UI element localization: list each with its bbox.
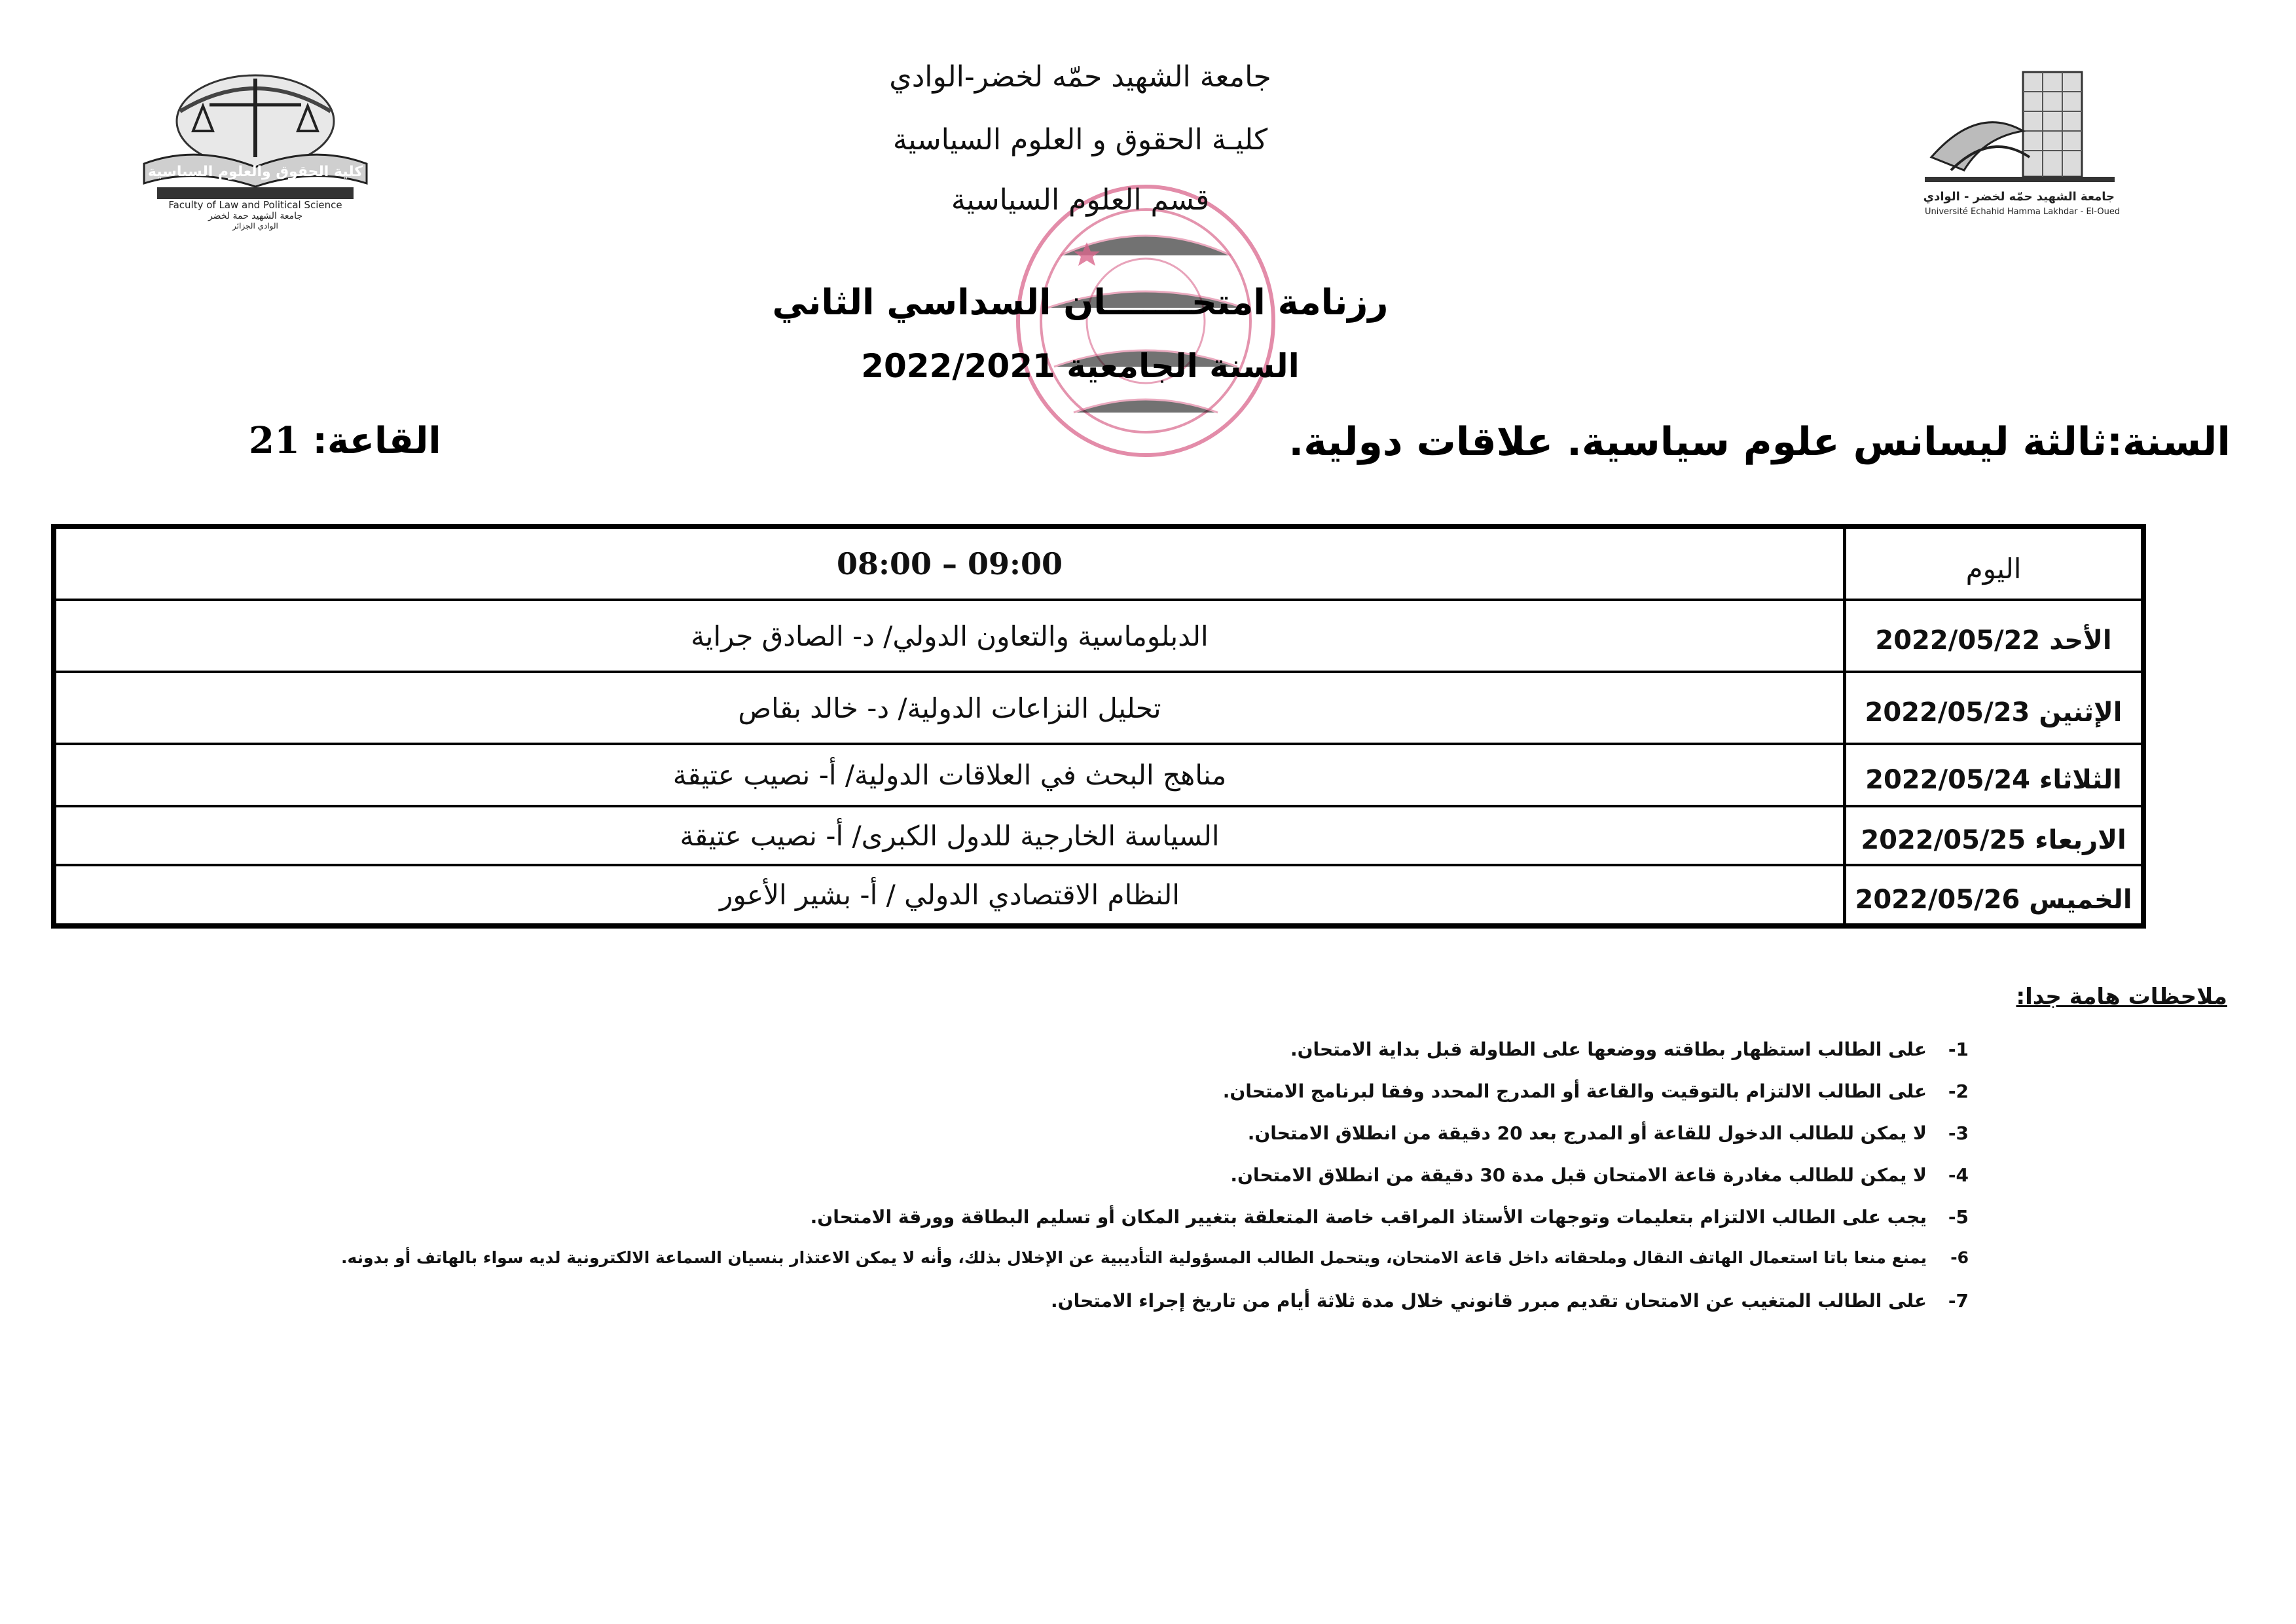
exam-day: الأحد 2022/05/22 — [1843, 601, 2141, 671]
note-text: يمنع منعا باتا استعمال الهاتف النقال وملحقاته داخل قاعة الامتحان، ويتحمل الطالب المسؤولية التأديبية عن الإخلال بذلك، وأنه لا يمكن الاعتذار بنسيان السماعة الالكترونية لديه سواء بالهاتف أو بدونه. — [340, 1248, 1927, 1267]
class-level: السنة:ثالثة ليسانس علوم سياسية. علاقات دولية. — [1288, 419, 2231, 465]
table-header-row — [56, 529, 2141, 601]
note-number: 3- — [1948, 1122, 1969, 1144]
note-text: على الطالب المتغيب عن الامتحان تقديم مبرر قانوني خلال مدة ثلاثة أيام من تاريخ إجراء الامتحان. — [1051, 1290, 1927, 1312]
faculty-logo-arabic: جامعة الشهيد حمة لخضر — [208, 211, 303, 221]
exam-subject: النظام الاقتصادي الدولي / أ- بشير الأعور — [720, 879, 1180, 911]
time-column-header: 08:00 – 09:00 — [836, 546, 1063, 581]
faculty-logo — [131, 59, 380, 229]
scales-of-justice-icon — [131, 59, 380, 203]
exam-subject: السياسة الخارجية للدول الكبرى/ أ- نصيب عتيقة — [680, 819, 1220, 852]
university-logo-french: Université Echahid Hamma Lakhdar - El-Oued — [1925, 207, 2121, 217]
table-row — [56, 673, 2141, 745]
note-item — [341, 1248, 1969, 1267]
table-row — [56, 807, 2141, 866]
notes-title: ملاحظات هامة جدا: — [2016, 984, 2227, 1010]
university-name: جامعة الشهيد حمّه لخضر-الوادي — [889, 60, 1271, 94]
exam-day: الاربعاء 2022/05/25 — [1843, 807, 2141, 864]
department-name: قسم العلوم السياسية — [951, 183, 1210, 217]
exam-day: الإثنين 2022/05/23 — [1843, 673, 2141, 743]
exam-subject: تحليل النزاعات الدولية/ د- خالد بقاص — [738, 692, 1161, 724]
academic-year: السنة الجامعية 2022/2021 — [861, 347, 1300, 385]
note-text: على الطالب الالتزام بالتوقيت والقاعة أو المدرج المحدد وفقا لبرنامج الامتحان. — [1222, 1080, 1927, 1102]
note-number: 1- — [1948, 1039, 1969, 1060]
exam-subject: مناهج البحث في العلاقات الدولية/ أ- نصيب عتيقة — [672, 759, 1227, 791]
note-item — [1223, 1080, 1969, 1102]
faculty-logo-arabic-2: الوادي الجزائر — [232, 221, 278, 231]
note-number: 2- — [1948, 1080, 1969, 1102]
table-row — [56, 745, 2141, 807]
note-text: لا يمكن للطالب الدخول للقاعة أو المدرج بعد 20 دقيقة من انطلاق الامتحان. — [1247, 1122, 1927, 1144]
university-building-icon — [1925, 59, 2115, 190]
day-column-header: اليوم — [1843, 529, 2141, 599]
faculty-name: كليـة الحقوق و العلوم السياسية — [892, 123, 1268, 157]
note-item — [1051, 1290, 1969, 1312]
exam-day: الثلاثاء 2022/05/24 — [1843, 745, 2141, 805]
note-number: 4- — [1948, 1164, 1969, 1186]
hall-info — [249, 419, 441, 462]
page-title: رزنامة امتحـــــــان السداسي الثاني — [772, 282, 1389, 323]
note-item — [1248, 1122, 1969, 1144]
note-text: يجب على الطالب الالتزام بتعليمات وتوجهات الأستاذ المراقب خاصة المتعلقة بتغيير المكان أو تسليم البطاقة وورقة الامتحان. — [810, 1206, 1927, 1228]
faculty-logo-english: Faculty of Law and Political Science — [168, 199, 342, 211]
note-number: 6- — [1950, 1248, 1969, 1267]
table-row — [56, 866, 2141, 923]
table-row — [56, 601, 2141, 673]
faculty-logo-arabic-name: كلية الحقوق والعلوم السياسية — [147, 164, 363, 180]
note-text: على الطالب استظهار بطاقته ووضعها على الطاولة قبل بداية الامتحان. — [1290, 1039, 1927, 1060]
exam-subject: الدبلوماسية والتعاون الدولي/ د- الصادق جراية — [691, 619, 1209, 652]
exam-schedule-table — [51, 524, 2146, 929]
note-item — [811, 1206, 1969, 1228]
note-item — [1230, 1164, 1969, 1186]
hall-label: القاعة: — [312, 420, 441, 462]
note-number: 5- — [1948, 1206, 1969, 1228]
exam-day: الخميس 2022/05/26 — [1843, 866, 2141, 923]
university-logo-arabic: جامعة الشهيد حمّه لخضر - الوادي — [1923, 190, 2115, 204]
university-logo — [1923, 59, 2121, 229]
note-item — [1290, 1039, 1969, 1060]
note-number: 7- — [1948, 1290, 1969, 1312]
note-text: لا يمكن للطالب مغادرة قاعة الامتحان قبل مدة 30 دقيقة من انطلاق الامتحان. — [1230, 1164, 1927, 1186]
hall-number: 21 — [249, 419, 300, 462]
